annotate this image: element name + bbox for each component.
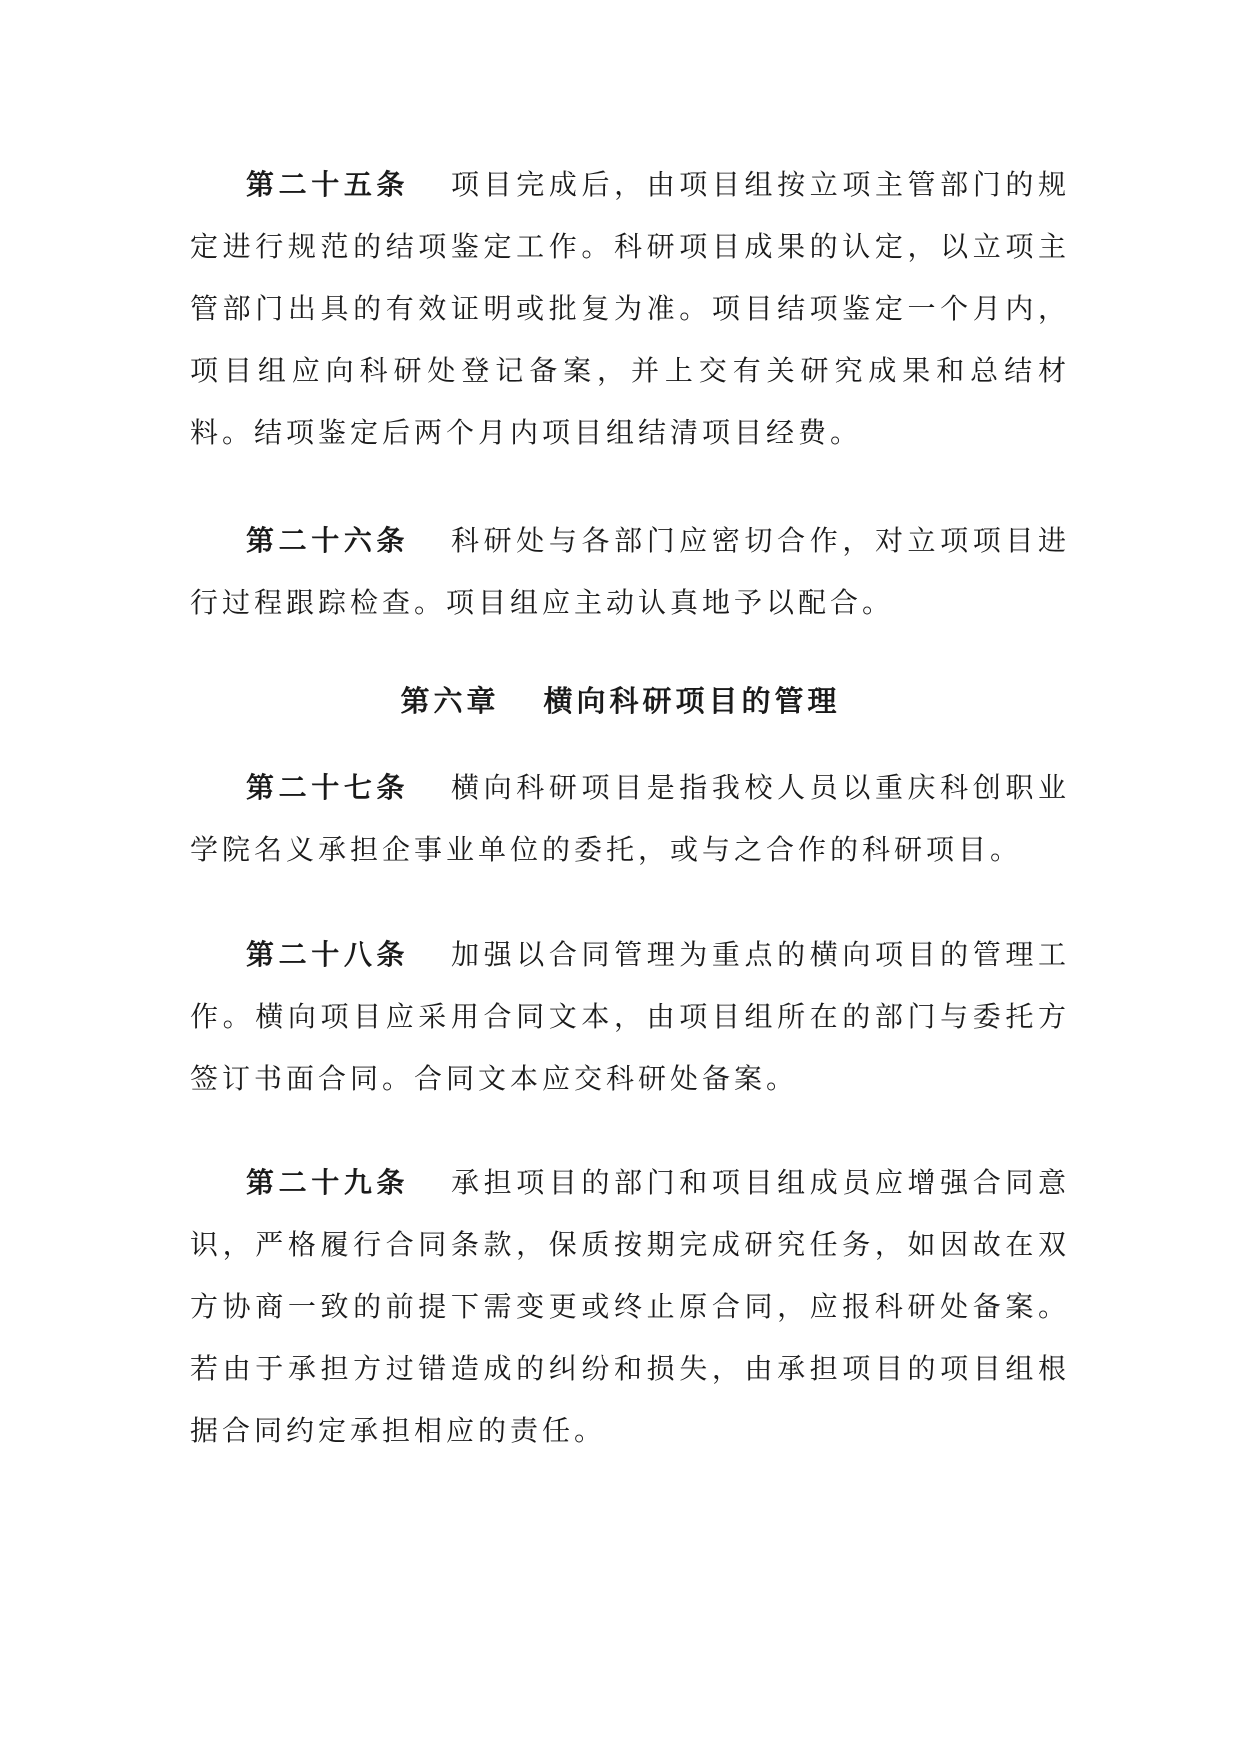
- chapter-heading: [0, 670, 1241, 732]
- article-27: [190, 757, 1070, 881]
- article-27-label: 第二十七条: [246, 771, 410, 804]
- article-26: [190, 510, 1070, 634]
- article-25-label: 第二十五条: [246, 168, 410, 201]
- chapter-number: 第六章: [400, 684, 500, 718]
- article-25-text: 项目完成后，由项目组按立项主管部门的规定进行规范的结项鉴定工作。科研项目成果的认定，以立项主管部门出具的有效证明或批复为准。项目结项鉴定一个月内，项目组应向科研处登记备案，并上交有关研究成果和总结材料。结项鉴定后两个月内项目组结清项目经费。: [190, 168, 1070, 449]
- article-25: [190, 154, 1070, 464]
- article-26-text: 科研处与各部门应密切合作，对立项项目进行过程跟踪检查。项目组应主动认真地予以配合。: [190, 524, 1070, 619]
- article-27-text: 横向科研项目是指我校人员以重庆科创职业学院名义承担企事业单位的委托，或与之合作的科研项目。: [190, 771, 1070, 866]
- article-28-text: 加强以合同管理为重点的横向项目的管理工作。横向项目应采用合同文本，由项目组所在的部门与委托方签订书面合同。合同文本应交科研处备案。: [190, 938, 1070, 1095]
- article-29-label: 第二十九条: [246, 1166, 410, 1199]
- article-29: [190, 1152, 1070, 1462]
- chapter-title: 横向科研项目的管理: [543, 684, 841, 718]
- article-28-label: 第二十八条: [246, 938, 410, 971]
- article-29-text: 承担项目的部门和项目组成员应增强合同意识，严格履行合同条款，保质按期完成研究任务，如因故在双方协商一致的前提下需变更或终止原合同，应报科研处备案。若由于承担方过错造成的纠纷和损失，由承担项目的项目组根据合同约定承担相应的责任。: [190, 1166, 1070, 1447]
- article-26-label: 第二十六条: [246, 524, 410, 557]
- article-28: [190, 924, 1070, 1110]
